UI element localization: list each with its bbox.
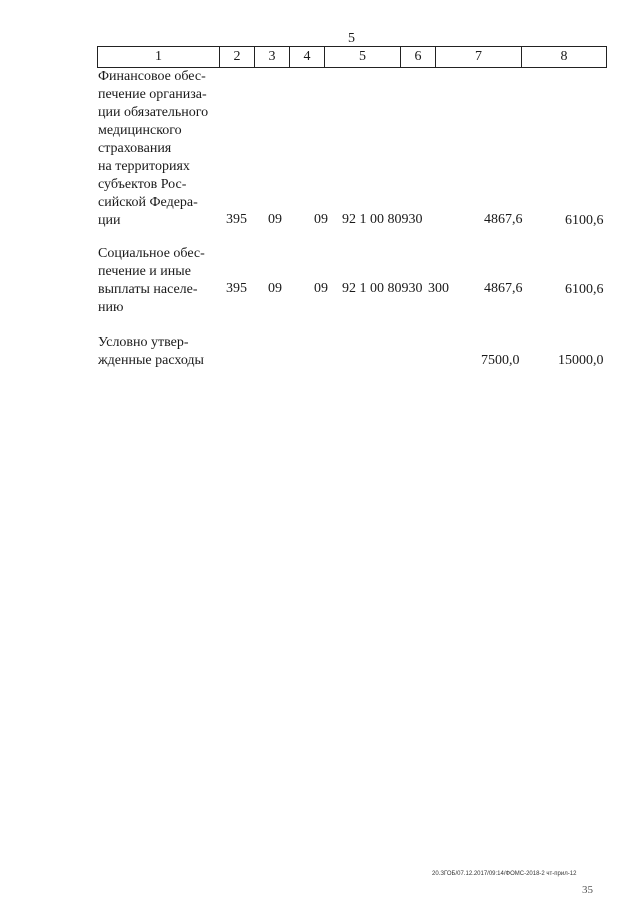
header-col-4: 4	[290, 47, 325, 67]
row-1-line: Финансовое обес-	[98, 69, 206, 84]
table-header	[97, 46, 607, 68]
row-3-line: Условно утвер-	[98, 335, 189, 350]
row-1-line: печение организа-	[98, 87, 207, 102]
header-col-1: 1	[98, 47, 220, 67]
header-col-3: 3	[255, 47, 290, 67]
header-col-5: 5	[325, 47, 401, 67]
header-col-2: 2	[220, 47, 255, 67]
header-col-7: 7	[436, 47, 522, 67]
row-1-col-2: 395	[226, 212, 247, 227]
row-1-col-3: 09	[268, 212, 282, 227]
row-2-col-2: 395	[226, 281, 247, 296]
row-2-col-3: 09	[268, 281, 282, 296]
row-3-col-8: 15000,0	[558, 353, 604, 368]
row-1-line: на территориях	[98, 159, 190, 174]
row-2-line: печение и иные	[98, 264, 191, 279]
document-code: 20.ЗГОБ/07.12.2017/09:14/ФОМС-2018-2 чт-прил-12	[432, 871, 577, 877]
row-2-line: нию	[98, 300, 124, 315]
row-1-line: сийской Федера-	[98, 195, 198, 210]
row-2-line: Социальное обес-	[98, 246, 205, 261]
row-1-col-7: 4867,6	[484, 212, 523, 227]
row-1-line: медицинского	[98, 123, 182, 138]
row-2-col-6: 300	[428, 281, 449, 296]
row-1-line: ции	[98, 213, 121, 228]
row-3-col-7: 7500,0	[481, 353, 520, 368]
row-1-line: ции обязательного	[98, 105, 209, 120]
page-number: 5	[348, 31, 355, 46]
row-2-line: выплаты населе-	[98, 282, 198, 297]
row-2-description	[98, 245, 218, 317]
row-1-col-5: 92 1 00 80930	[342, 212, 423, 227]
row-2-col-8: 6100,6	[565, 282, 604, 297]
row-1-description	[98, 68, 218, 230]
row-3-line: жденные расходы	[98, 353, 204, 368]
header-col-6: 6	[401, 47, 436, 67]
row-2-col-7: 4867,6	[484, 281, 523, 296]
row-2-col-5: 92 1 00 80930	[342, 281, 423, 296]
row-1-col-8: 6100,6	[565, 213, 604, 228]
row-1-line: страхования	[98, 141, 172, 156]
header-col-8: 8	[560, 49, 568, 64]
row-1-line: субъектов Рос-	[98, 177, 187, 192]
row-1-col-4: 09	[314, 212, 328, 227]
row-3-description	[98, 334, 218, 370]
row-2-col-4: 09	[314, 281, 328, 296]
sheet-number: 35	[582, 884, 593, 896]
